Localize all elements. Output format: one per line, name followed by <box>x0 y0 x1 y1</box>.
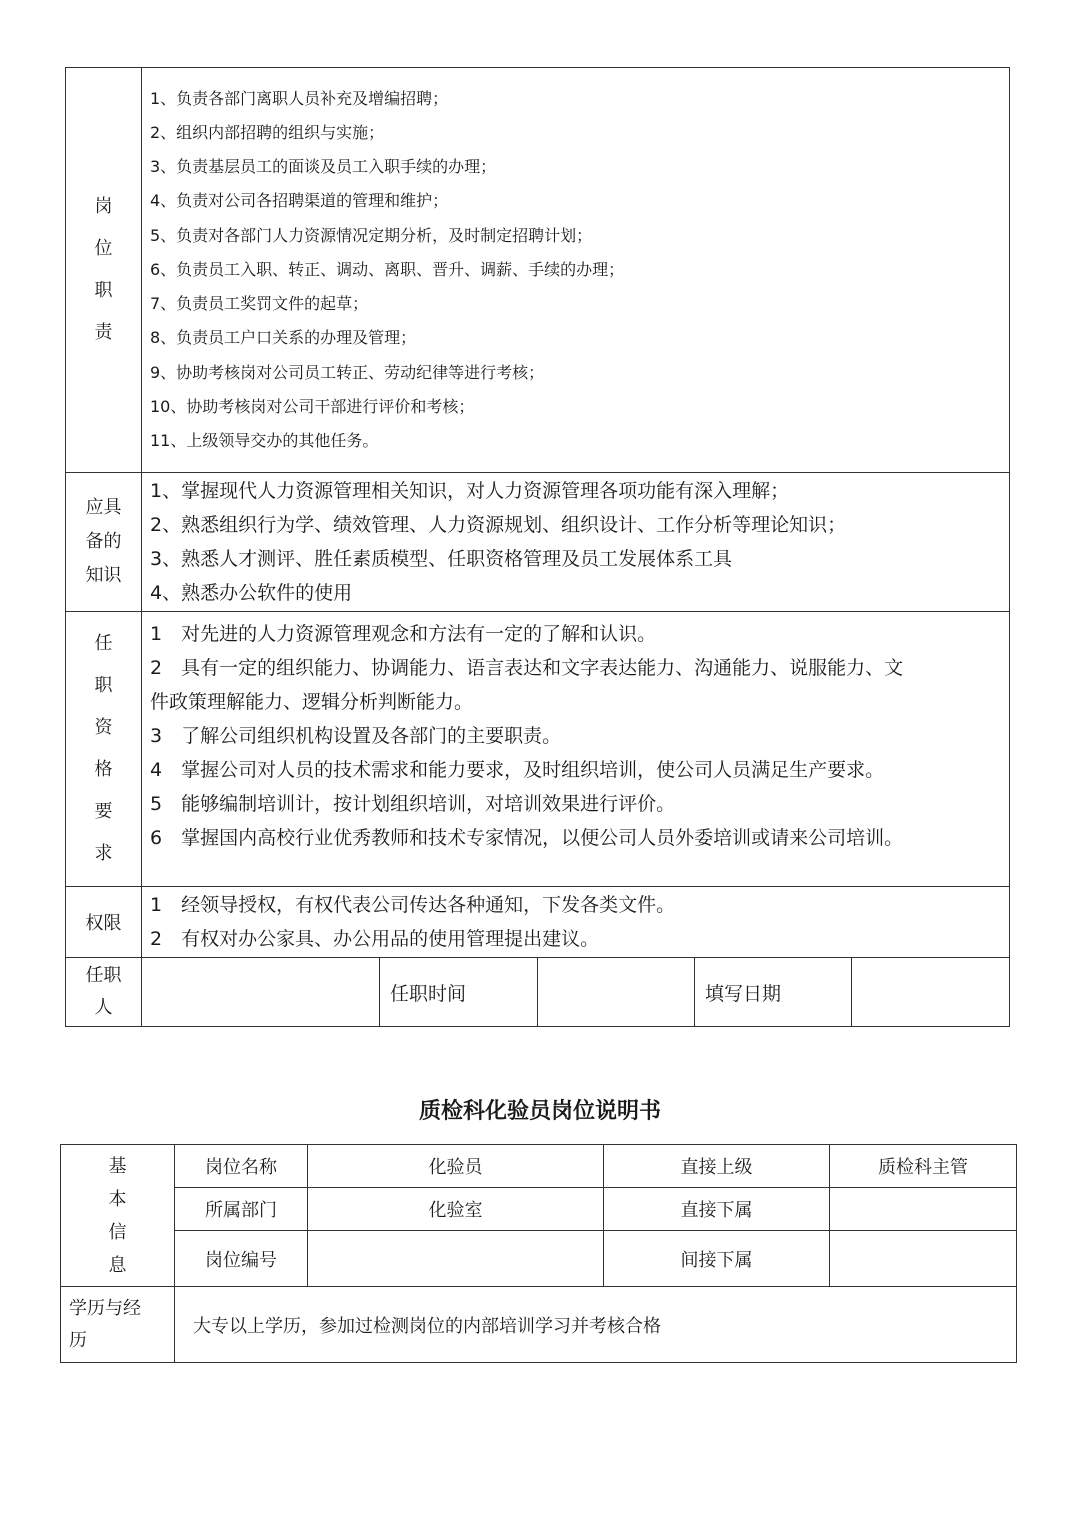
department-label: 所属部门 <box>175 1188 308 1231</box>
list-item: 2 具有一定的组织能力、协调能力、语言表达和文字表达能力、沟通能力、说服能力、文 <box>150 657 904 679</box>
duties-list <box>142 68 1010 473</box>
list-item: 5、负责对各部门人力资源情况定期分析，及时制定招聘计划； <box>150 225 593 245</box>
education-label: 学历与经 历 <box>61 1287 175 1363</box>
table-row <box>61 1188 1017 1231</box>
indirect-subordinate-label: 间接下属 <box>604 1231 830 1287</box>
list-item: 4、负责对公司各招聘渠道的管理和维护； <box>150 191 449 211</box>
list-item: 1、负责各部门离职人员补充及增编招聘； <box>150 88 449 108</box>
list-item: 3、熟悉人才测评、胜任素质模型、任职资格管理及员工发展体系工具 <box>150 548 733 570</box>
direct-superior-value: 质检科主管 <box>830 1145 1017 1188</box>
knowledge-label: 应具 备的 知识 <box>66 473 142 612</box>
list-item: 6、负责员工入职、转正、调动、离职、晋升、调薪、手续的办理； <box>150 259 625 279</box>
table-row <box>61 1231 1017 1287</box>
list-item: 5 能够编制培训计，按计划组织培训，对培训效果进行评价。 <box>150 793 676 815</box>
list-item: 2 有权对办公家具、办公用品的使用管理提出建议。 <box>150 928 600 950</box>
list-item: 1、掌握现代人力资源管理相关知识，对人力资源管理各项功能有深入理解； <box>150 480 790 502</box>
table-row <box>61 1287 1017 1363</box>
indirect-subordinate-value[interactable] <box>830 1231 1017 1287</box>
knowledge-row <box>66 473 1010 612</box>
qualification-list <box>142 612 1010 887</box>
list-item: 3 了解公司组织机构设置及各部门的主要职责。 <box>150 725 562 747</box>
holder-label: 任职 人 <box>66 958 142 1027</box>
holder-value[interactable] <box>142 958 380 1027</box>
knowledge-list <box>142 473 1010 612</box>
tenure-value[interactable] <box>538 958 695 1027</box>
department-value: 化验室 <box>308 1188 604 1231</box>
authority-list <box>142 887 1010 958</box>
duties-label: 岗 位 职 责 <box>66 68 142 473</box>
duties-row <box>66 68 1010 473</box>
holder-row <box>66 958 1010 1027</box>
authority-row <box>66 887 1010 958</box>
list-item: 4、熟悉办公软件的使用 <box>150 582 353 604</box>
list-item: 1 对先进的人力资源管理观念和方法有一定的了解和认识。 <box>150 623 657 645</box>
list-item: 9、协助考核岗对公司员工转正、劳动纪律等进行考核； <box>150 362 545 382</box>
list-item: 4 掌握公司对人员的技术需求和能力要求，及时组织培训，使公司人员满足生产要求。 <box>150 759 885 781</box>
position-name-value: 化验员 <box>308 1145 604 1188</box>
list-item: 11、上级领导交办的其他任务。 <box>150 430 379 450</box>
position-name-label: 岗位名称 <box>175 1145 308 1188</box>
basic-info-table <box>60 1144 1017 1363</box>
direct-subordinate-value[interactable] <box>830 1188 1017 1231</box>
list-item: 8、负责员工户口关系的办理及管理； <box>150 328 417 348</box>
authority-label: 权限 <box>66 887 142 958</box>
qualification-label: 任 职 资 格 要 求 <box>66 612 142 887</box>
direct-superior-label: 直接上级 <box>604 1145 830 1188</box>
direct-subordinate-label: 直接下属 <box>604 1188 830 1231</box>
fill-date-value[interactable] <box>852 958 1010 1027</box>
page-title: 质检科化验员岗位说明书 <box>418 1099 661 1124</box>
fill-date-label: 填写日期 <box>695 958 852 1027</box>
list-item: 3、负责基层员工的面谈及员工入职手续的办理； <box>150 157 497 177</box>
list-item: 2、熟悉组织行为学、绩效管理、人力资源规划、组织设计、工作分析等理论知识； <box>150 514 847 536</box>
position-code-label: 岗位编号 <box>175 1231 308 1287</box>
table-row <box>61 1145 1017 1188</box>
list-item: 6 掌握国内高校行业优秀教师和技术专家情况，以便公司人员外委培训或请来公司培训。 <box>150 827 904 849</box>
list-item: 7、负责员工奖罚文件的起草； <box>150 294 369 314</box>
basic-info-label: 基 本 信 息 <box>61 1145 175 1287</box>
list-item: 2、组织内部招聘的组织与实施； <box>150 123 385 143</box>
list-item: 10、协助考核岗对公司干部进行评价和考核； <box>150 396 475 416</box>
job-description-table <box>65 67 1010 1027</box>
education-value: 大专以上学历，参加过检测岗位的内部培训学习并考核合格 <box>175 1287 1017 1363</box>
tenure-label: 任职时间 <box>380 958 538 1027</box>
list-item: 件政策理解能力、逻辑分析判断能力。 <box>150 691 474 713</box>
list-item: 1 经领导授权，有权代表公司传达各种通知，下发各类文件。 <box>150 894 676 916</box>
position-code-value[interactable] <box>308 1231 604 1287</box>
qualification-row <box>66 612 1010 887</box>
